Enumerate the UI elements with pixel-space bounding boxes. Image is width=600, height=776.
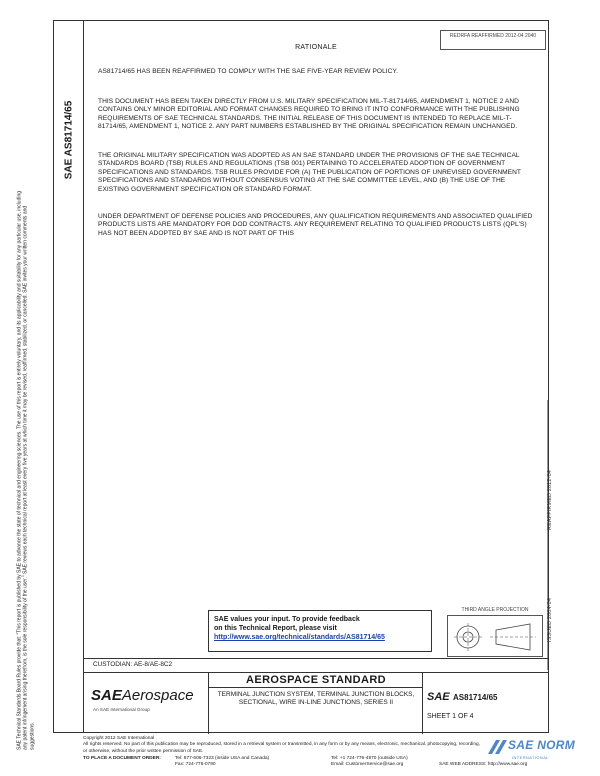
footer-fax: Fax: 724-776-0790 <box>175 762 216 768</box>
custodian: CUSTODIAN: AE-8/AE-8C2 <box>93 661 173 668</box>
watermark-text: SAE NORM <box>508 738 576 752</box>
spine-doc-code-text: SAE AS81714/65 <box>63 100 75 180</box>
legal-notice-text: SAE Technical Standards Board Rules provide that: "This report is published by SAE to advance the state of technical and engineering sciences. The use of this report is entirely voluntary, and its applicability and suitability for any particular use, including any patent infringement arising therefrom, is the sole responsibility of the user." SAE reviews each technical report at least every five years at which time it may be revised, reaffirmed, stabilized, or cancelled. SAE invites your written comments and suggestions. <box>16 190 36 750</box>
sae-mark: SAE <box>427 691 450 703</box>
paragraph-adoption: THE ORIGINAL MILITARY SPECIFICATION WAS ADOPTED AS AN SAE STANDARD UNDER THE PROVISIONS OF THE SAE TECHNICAL STANDARDS BOARD (TSB) RULES AND REGULATIONS (TSB 001) PERTAINING TO ACCELERATED ADOPTION OF GOVERNMENT SPECIFICATIONS AND STANDARDS. TSB RULES PROVIDE FOR (A) THE PUBLICATION OF PORTIONS OF UNREVISED GOVERNMENT SPECIFICATIONS AND STANDARDS WITHOUT CONSENSUS VOTING AT THE SAE COMMITTEE LEVEL, AND (B) THE USE OF THE EXISTING GOVERNMENT SPECIFICATION OR STANDARD FORMAT. <box>98 152 521 193</box>
standard-description: TERMINAL JUNCTION SYSTEM, TERMINAL JUNCTION BLOCKS, SECTIONAL, WIRE IN-LINE JUNCTIONS, SERIES II <box>217 691 415 707</box>
paragraph-dod-policy: UNDER DEPARTMENT OF DEFENSE POLICIES AND PROCEDURES, ANY QUALIFICATION REQUIREMENTS AND ASSOCIATED QUALIFIED PRODUCTS LISTS ARE MANDATORY FOR DOD CONTRACTS. ANY REQUIREMENT RELATING TO QUALIFIED PRODUCTS LISTS (QPL'S) HAS NOT BEEN ADOPTED BY SAE AND IS NOT PART OF THIS <box>98 213 533 237</box>
sheet-number: SHEET 1 OF 4 <box>427 713 474 720</box>
revision-box: REDRFA REAFFIRMED 2012-04 2040 <box>440 30 546 50</box>
footer-copyright: Copyright 2012 SAE International <box>83 736 155 741</box>
third-angle-projection-symbol <box>447 615 543 657</box>
footer-order-label: TO PLACE A DOCUMENT ORDER: <box>83 755 161 761</box>
rationale-title: RATIONALE <box>295 44 337 51</box>
footer-email[interactable]: Email: CustomerService@sae.org <box>331 762 404 768</box>
logo-cell <box>83 673 209 734</box>
logo-subtitle: An SAE International Group <box>93 707 150 712</box>
feedback-link[interactable]: http://www.sae.org/technical/standards/AS81714/65 <box>214 634 385 641</box>
projection-symbol-icon <box>448 616 544 658</box>
feedback-line-2: on this Technical Report, please visit <box>214 625 337 632</box>
standard-cell <box>209 673 423 734</box>
sae-aerospace-logo <box>91 687 194 704</box>
title-block <box>83 672 549 733</box>
doc-number: AS81714/65 <box>453 693 498 702</box>
logo-bold: SAE <box>91 687 122 704</box>
issued-date: ISSUED 2004-04 <box>547 597 553 643</box>
projection-label: THIRD ANGLE PROJECTION <box>461 607 529 613</box>
footer-tel-us: Tel: 877-606-7323 (inside USA and Canada) <box>175 755 270 761</box>
watermark-logo-icon <box>486 738 510 758</box>
reaffirmed-date: REAFFIRMED 2012-04 <box>547 470 553 530</box>
footer-tel-intl: Tel: +1 724-776-4970 (outside USA) <box>331 755 408 761</box>
footer <box>83 736 553 769</box>
number-cell <box>423 673 549 734</box>
feedback-line-1: SAE values your input. To provide feedback <box>214 616 360 623</box>
feedback-box <box>208 610 432 652</box>
watermark <box>486 736 598 770</box>
watermark-subtitle: INTERNATIONAL <box>512 755 549 760</box>
logo-light: Aerospace <box>121 687 194 704</box>
standard-title: AEROSPACE STANDARD <box>209 673 423 688</box>
paragraph-reaffirmation: AS81714/65 HAS BEEN REAFFIRMED TO COMPLY WITH THE SAE FIVE-YEAR REVIEW POLICY. <box>98 68 398 75</box>
footer-rights: All rights reserved. No part of this publication may be reproduced, stored in a retrieval system or transmitted, in any form or by any means, electronic, mechanical, photocopying, recording, or otherwise, without the prior written permission of SAE. <box>83 742 480 754</box>
spine-doc-code <box>55 100 83 180</box>
bottom-rule <box>83 658 549 659</box>
legal-notice-strip <box>0 0 53 776</box>
paragraph-source-document: THIS DOCUMENT HAS BEEN TAKEN DIRECTLY FROM U.S. MILITARY SPECIFICATION MIL-T-81714/65, AMENDMENT 1, NOTICE 2 AND CONTAINS ONLY MINOR EDITORIAL AND FORMAT CHANGES REQUIRED TO BRING IT INTO CONFORMANCE WITH THE PUBLISHING REQUIREMENTS OF SAE TECHNICAL STANDARDS. THE INITIAL RELEASE OF THIS DOCUMENT IS INTENDED TO REPLACE MIL-T-81714/65, AMENDMENT 1, NOTICE 2. ANY PART NUMBERS ESTABLISHED BY THE ORIGINAL SPECIFICATION REMAIN UNCHANGED. <box>98 98 520 131</box>
footer-web[interactable]: SAE WEB ADDRESS: http://www.sae.org <box>439 762 528 768</box>
